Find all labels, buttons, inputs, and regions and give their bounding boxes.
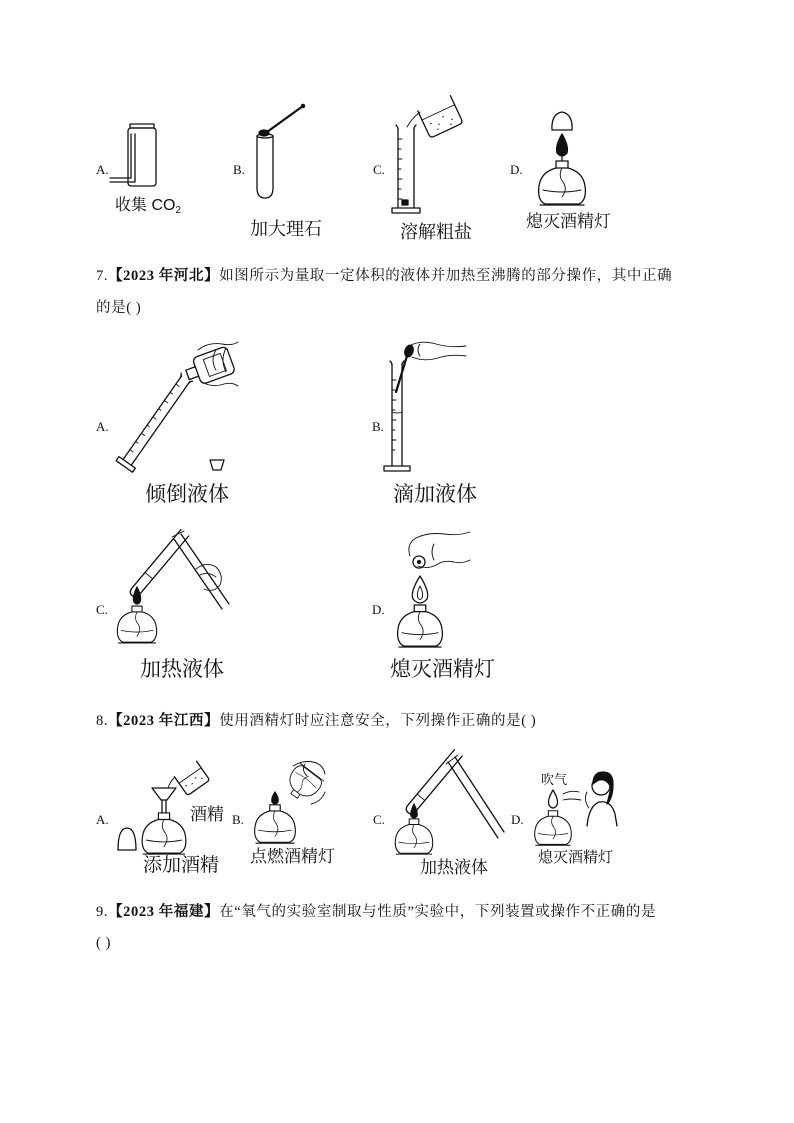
medicine-spoon — [259, 104, 305, 136]
q8-option-d-figure-label: 吹气 — [541, 772, 568, 787]
beaker — [418, 96, 463, 138]
q8-number: 8. — [96, 713, 109, 729]
q8-option-d-letter: D. — [511, 812, 524, 827]
test-tube-with-spoon-illustration — [245, 100, 310, 205]
row1-option-a-caption — [115, 197, 181, 217]
q8-option-a-letter: A. — [96, 812, 109, 827]
alcohol-lamp — [535, 811, 572, 845]
caption-text: 收集 CO — [115, 197, 176, 214]
row1-option-a-letter: A. — [96, 162, 109, 177]
row1-option-d-caption: 熄灭酒精灯 — [526, 212, 611, 231]
heating-liquid-illustration-2 — [388, 752, 506, 856]
q8-option-c-letter: C. — [373, 812, 385, 827]
q9-stem-line-1 — [96, 905, 656, 920]
alcohol-lamp — [398, 605, 443, 647]
row1-option-c-letter: C. — [373, 162, 385, 177]
q7-stem-text: 如图所示为量取一定体积的液体并加热至沸腾的部分操作，其中正确 — [219, 268, 673, 284]
q9-number: 9. — [96, 904, 109, 920]
q7-number: 7. — [96, 268, 109, 284]
lamp-cap — [552, 112, 572, 130]
alcohol-lamp — [142, 813, 186, 854]
q7-option-c-caption: 加热液体 — [140, 658, 224, 681]
pouring-liquid-illustration — [112, 340, 240, 475]
q7-option-d-letter: D. — [372, 602, 385, 617]
q8-source: 【2023 年江西】 — [108, 713, 220, 729]
q7-option-c-letter: C. — [96, 602, 108, 617]
test-tube-holder — [174, 534, 229, 609]
dropping-liquid-illustration — [380, 340, 470, 475]
q9-stem-line-2: ( ) — [96, 935, 112, 951]
q8-option-b-letter: B. — [232, 812, 244, 827]
hand — [411, 342, 466, 360]
funnel — [152, 788, 176, 813]
flame — [549, 790, 558, 808]
q8-stem — [96, 714, 536, 729]
q7-option-a-letter: A. — [96, 419, 109, 434]
person-blowing — [585, 772, 617, 826]
q8-option-a-caption: 添加酒精 — [143, 855, 220, 876]
pouring-stream — [168, 778, 174, 788]
q7-option-a-caption: 倾倒液体 — [145, 483, 229, 506]
pouring-stream — [407, 112, 420, 127]
test-tube-holder — [448, 757, 504, 838]
q8-option-b-caption: 点燃酒精灯 — [250, 847, 335, 866]
q8-option-d-caption: 熄灭酒精灯 — [538, 849, 614, 866]
bottle-stopper — [210, 460, 224, 470]
flame — [272, 792, 278, 804]
alcohol-lamp — [255, 805, 296, 843]
q7-stem-line-1 — [96, 269, 672, 284]
lighting-lamp-illustration — [245, 760, 327, 846]
cylinder-with-beaker-illustration — [390, 94, 470, 219]
alcohol-lamp-with-cap-illustration — [530, 108, 595, 208]
q7-stem-line-2: 的是( ) — [96, 300, 142, 316]
q8-stem-text: 使用酒精灯时应注意安全，下列操作正确的是( ) — [219, 713, 537, 729]
q8-option-c-caption: 加热液体 — [420, 858, 488, 877]
graduated-cylinder — [392, 125, 420, 213]
q9-stem-text: 在“氧气的实验室制取与性质”实验中，下列装置或操作不正确的是 — [219, 904, 657, 920]
alcohol-lamp — [117, 606, 156, 643]
graduated-cylinder — [116, 371, 195, 472]
beaker — [174, 761, 209, 795]
q7-option-b-caption: 滴加液体 — [393, 483, 477, 506]
row1-option-b-letter: B. — [233, 162, 245, 177]
breath-lines — [563, 791, 581, 800]
graduated-cylinder — [384, 361, 410, 471]
alcohol-lamp — [539, 161, 586, 205]
q7-option-b-letter: B. — [372, 419, 384, 434]
row1-option-c-caption: 溶解粗盐 — [400, 222, 472, 242]
gas-collecting-bottle — [128, 124, 156, 186]
extinguishing-lamp-illustration — [388, 530, 473, 655]
gas-collecting-bottle-illustration — [108, 118, 170, 193]
q7-option-d-caption: 熄灭酒精灯 — [390, 658, 495, 681]
caption-subscript: 2 — [175, 205, 181, 217]
row1-option-b-caption: 加大理石 — [250, 219, 322, 239]
flame — [557, 134, 568, 156]
heating-liquid-illustration — [112, 525, 237, 650]
flame — [412, 576, 427, 603]
delivery-tube — [110, 134, 135, 182]
q8-option-a-figure-label: 酒精 — [190, 805, 224, 824]
test-tube — [257, 134, 273, 198]
lamp-cap — [118, 828, 136, 850]
alcohol-lamp — [395, 819, 432, 854]
row1-option-d-letter: D. — [510, 162, 523, 177]
dropper — [396, 344, 415, 392]
q7-source: 【2023 年河北】 — [108, 268, 220, 284]
q9-source: 【2023 年福建】 — [108, 904, 220, 920]
